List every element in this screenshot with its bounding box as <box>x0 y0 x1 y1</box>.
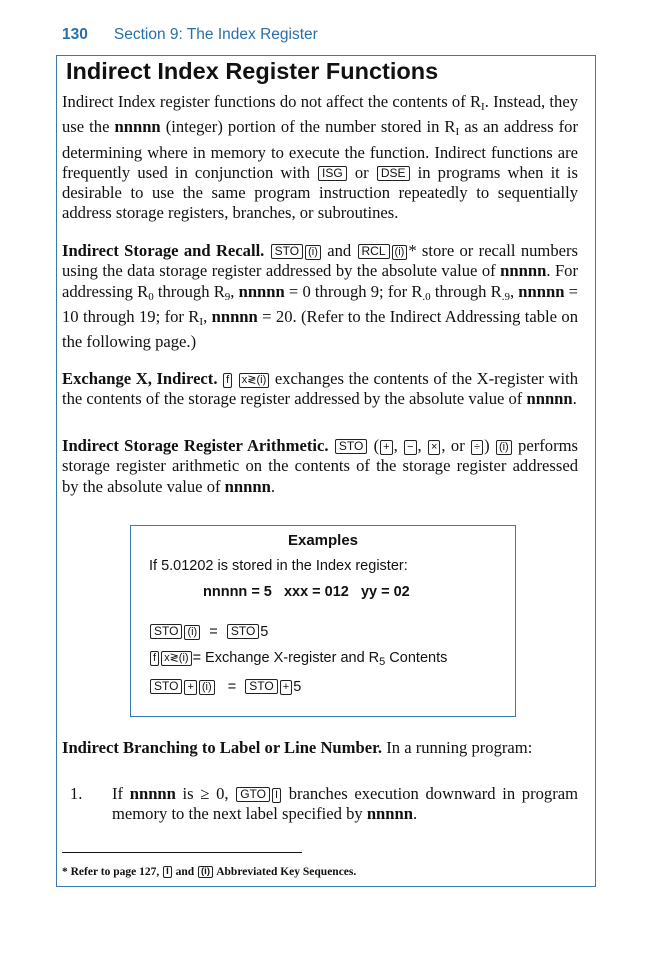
storage-recall-heading: Indirect Storage and Recall. <box>62 241 265 260</box>
examples-box <box>130 525 516 717</box>
i-key: (i) <box>305 245 321 260</box>
plus-key: + <box>380 440 392 455</box>
exchange-paragraph: Exchange X, Indirect. f x≷(i) exchanges the contents of the X-register with the contents of the storage register addressed by the absolute value of nnnnn. <box>62 369 579 409</box>
page-number: 130 <box>62 26 88 43</box>
minus-key: − <box>404 440 416 455</box>
x-exchange-i-key: x≷(i) <box>239 373 270 388</box>
gto-key: GTO <box>236 787 270 802</box>
examples-values: nnnnn = 5 xxx = 012 yy = 02 <box>203 584 410 600</box>
page-header <box>62 26 318 44</box>
sto-key: STO <box>271 244 303 259</box>
i-key: (i) <box>392 245 408 260</box>
f-key: f <box>223 373 232 388</box>
arithmetic-paragraph: Indirect Storage Register Arithmetic. STO ( + , − , × , or ÷ ) (i) performs storage register arithmetic on the contents of the storage register addressed by the absolute value of nnnnn. <box>62 436 578 496</box>
dse-key: DSE <box>377 166 410 181</box>
storage-recall-paragraph: Indirect Storage and Recall. STO (i) and RCL (i) * store or recall numbers using the data storage register addressed by the absolute value of nnnnn. For addressing $R_0$ through $R_9$, nnnnn = 0 through 9; for $R_{.0}$ through $R_{.9}$, nnnnn = 10 through 19; for $R_I$, nnnnn = 20. (Refer to the Indirect Addressing table on the following page.) <box>62 241 579 352</box>
i-key: (i) <box>496 440 512 455</box>
footnote: * Refer to page 127, I and (i) Abbreviated Key Sequences. <box>62 866 357 878</box>
examples-intro: If 5.01202 is stored in the Index register: <box>149 558 408 574</box>
examples-title: Examples <box>287 532 359 549</box>
arithmetic-heading: Indirect Storage Register Arithmetic. <box>62 436 329 455</box>
divide-key: ÷ <box>471 440 483 455</box>
footnote-rule <box>62 852 302 853</box>
nnnnn-term: nnnnn <box>114 117 161 137</box>
sto-key: STO <box>335 439 367 454</box>
example-sto-i: STO (i) = STO 5 <box>149 624 268 640</box>
section-title: Section 9: The Index Register <box>113 26 318 43</box>
page-title: Indirect Index Register Functions <box>66 58 439 84</box>
exchange-heading: Exchange X, Indirect. <box>62 369 218 388</box>
example-sto-plus: STO + (i) = STO + 5 <box>149 679 301 695</box>
branching-list-item: 1. If nnnnn is ≥ 0, GTO I branches execution downward in program memory to the next label specified by nnnnn. <box>70 784 579 824</box>
branching-paragraph: Indirect Branching to Label or Line Number. In a running program: <box>62 738 533 757</box>
rcl-key: RCL <box>358 244 390 259</box>
intro-paragraph: Indirect Index register functions do not affect the contents of $R_I$. Instead, they use the nnnnn (integer) portion of the number stored in $R_I$ as an address for determining where in memory to execute the function. Indirect functions are frequently used in conjunction with ISG or DSE in programs when it is desirable to use the same program instruction repeatedly to sequentially address storage registers, branches, or subroutines. <box>62 92 578 223</box>
times-key: × <box>428 440 440 455</box>
branching-heading: Indirect Branching to Label or Line Number. <box>62 738 383 757</box>
I-key: I <box>272 788 281 803</box>
isg-key: ISG <box>318 166 347 181</box>
example-exchange: f x≷(i) = Exchange X-register and $R_5$ Contents <box>149 650 447 668</box>
